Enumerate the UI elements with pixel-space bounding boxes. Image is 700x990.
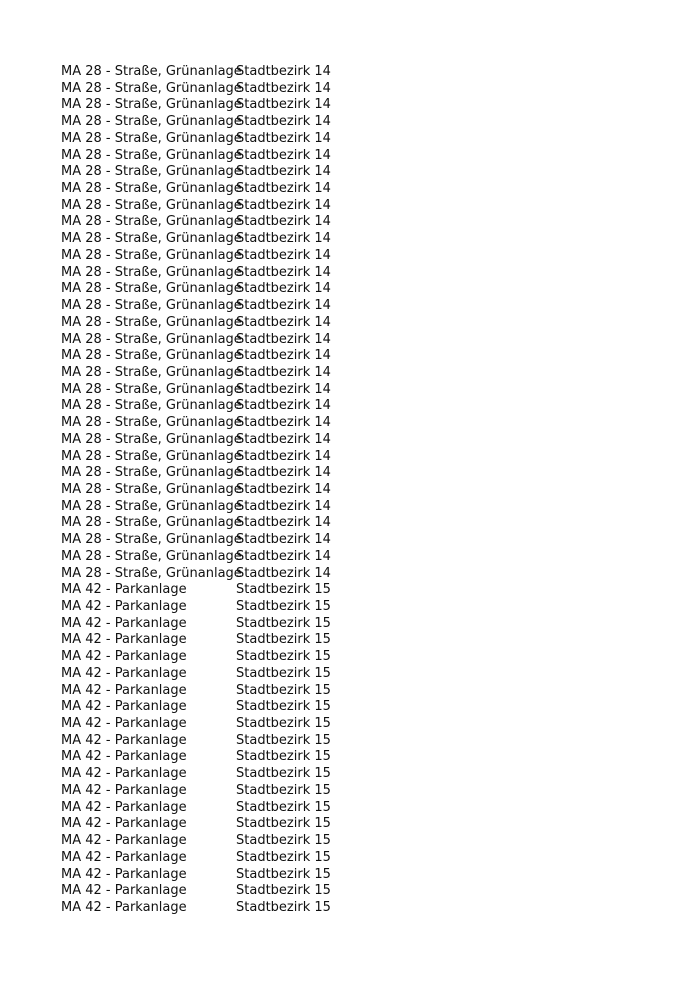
- table-row: [61, 198, 331, 215]
- table-row: [61, 883, 331, 900]
- district-cell: Stadtbezirk 14: [236, 130, 331, 146]
- department-cell: MA 28 - Straße, Grünanlage: [61, 97, 242, 113]
- table-row: [61, 816, 331, 833]
- table-row: [61, 900, 331, 917]
- department-cell: MA 28 - Straße, Grünanlage: [61, 80, 242, 96]
- district-cell: Stadtbezirk 14: [236, 181, 331, 197]
- district-cell: Stadtbezirk 14: [236, 498, 331, 514]
- table-row: [61, 733, 331, 750]
- table-row: [61, 783, 331, 800]
- department-cell: MA 28 - Straße, Grünanlage: [61, 214, 242, 230]
- district-cell: Stadtbezirk 14: [236, 298, 331, 314]
- district-cell: Stadtbezirk 15: [236, 883, 331, 899]
- department-cell: MA 42 - Parkanlage: [61, 699, 187, 715]
- table-row: [61, 499, 331, 516]
- table-row: [61, 666, 331, 683]
- district-cell: Stadtbezirk 14: [236, 97, 331, 113]
- table-row: [61, 164, 331, 181]
- table-row: [61, 365, 331, 382]
- department-cell: MA 28 - Straße, Grünanlage: [61, 465, 242, 481]
- district-cell: Stadtbezirk 14: [236, 197, 331, 213]
- table-row: [61, 114, 331, 131]
- district-cell: Stadtbezirk 15: [236, 782, 331, 798]
- table-row: [61, 148, 331, 165]
- department-cell: MA 28 - Straße, Grünanlage: [61, 532, 242, 548]
- department-cell: MA 28 - Straße, Grünanlage: [61, 197, 242, 213]
- department-cell: MA 42 - Parkanlage: [61, 649, 187, 665]
- table-row: [61, 332, 331, 349]
- district-cell: Stadtbezirk 15: [236, 582, 331, 598]
- department-cell: MA 28 - Straße, Grünanlage: [61, 298, 242, 314]
- table-row: [61, 482, 331, 499]
- department-cell: MA 42 - Parkanlage: [61, 749, 187, 765]
- district-cell: Stadtbezirk 15: [236, 665, 331, 681]
- department-cell: MA 28 - Straße, Grünanlage: [61, 231, 242, 247]
- department-cell: MA 28 - Straße, Grünanlage: [61, 381, 242, 397]
- table-row: [61, 867, 331, 884]
- department-cell: MA 42 - Parkanlage: [61, 716, 187, 732]
- table-row: [61, 382, 331, 399]
- department-cell: MA 28 - Straße, Grünanlage: [61, 348, 242, 364]
- department-cell: MA 28 - Straße, Grünanlage: [61, 498, 242, 514]
- department-cell: MA 28 - Straße, Grünanlage: [61, 114, 242, 130]
- district-cell: Stadtbezirk 15: [236, 816, 331, 832]
- district-cell: Stadtbezirk 14: [236, 398, 331, 414]
- department-cell: MA 42 - Parkanlage: [61, 849, 187, 865]
- table-row: [61, 616, 331, 633]
- department-cell: MA 28 - Straße, Grünanlage: [61, 364, 242, 380]
- district-cell: Stadtbezirk 14: [236, 147, 331, 163]
- district-cell: Stadtbezirk 14: [236, 281, 331, 297]
- table-row: [61, 683, 331, 700]
- table-row: [61, 800, 331, 817]
- table-row: [61, 850, 331, 867]
- table-row: [61, 315, 331, 332]
- department-cell: MA 28 - Straße, Grünanlage: [61, 181, 242, 197]
- table-row: [61, 632, 331, 649]
- district-cell: Stadtbezirk 15: [236, 699, 331, 715]
- table-row: [61, 532, 331, 549]
- table-row: [61, 465, 331, 482]
- district-cell: Stadtbezirk 15: [236, 716, 331, 732]
- district-cell: Stadtbezirk 15: [236, 899, 331, 915]
- department-cell: MA 28 - Straße, Grünanlage: [61, 331, 242, 347]
- district-cell: Stadtbezirk 14: [236, 214, 331, 230]
- table-row: [61, 298, 331, 315]
- district-cell: Stadtbezirk 15: [236, 833, 331, 849]
- district-cell: Stadtbezirk 14: [236, 80, 331, 96]
- table-row: [61, 716, 331, 733]
- department-cell: MA 42 - Parkanlage: [61, 582, 187, 598]
- table-row: [61, 265, 331, 282]
- department-cell: MA 42 - Parkanlage: [61, 682, 187, 698]
- district-cell: Stadtbezirk 15: [236, 599, 331, 614]
- department-cell: MA 28 - Straße, Grünanlage: [61, 448, 242, 464]
- table-row: [61, 415, 331, 432]
- table-row: [61, 699, 331, 716]
- department-cell: MA 28 - Straße, Grünanlage: [61, 415, 242, 431]
- district-cell: Stadtbezirk 14: [236, 532, 331, 548]
- department-cell: MA 28 - Straße, Grünanlage: [61, 147, 242, 163]
- table-row: [61, 97, 331, 114]
- district-cell: Stadtbezirk 15: [236, 732, 331, 748]
- district-cell: Stadtbezirk 14: [236, 64, 331, 79]
- district-cell: Stadtbezirk 15: [236, 682, 331, 698]
- table-body: [61, 64, 331, 917]
- district-cell: Stadtbezirk 15: [236, 649, 331, 665]
- table-row: [61, 515, 331, 532]
- department-cell: MA 42 - Parkanlage: [61, 899, 187, 915]
- department-cell: MA 42 - Parkanlage: [61, 816, 187, 832]
- district-cell: Stadtbezirk 14: [236, 164, 331, 180]
- district-cell: Stadtbezirk 14: [236, 381, 331, 397]
- department-cell: MA 42 - Parkanlage: [61, 833, 187, 849]
- district-cell: Stadtbezirk 15: [236, 799, 331, 815]
- table-row: [61, 833, 331, 850]
- district-cell: Stadtbezirk 14: [236, 231, 331, 247]
- district-cell: Stadtbezirk 14: [236, 448, 331, 464]
- department-cell: MA 28 - Straße, Grünanlage: [61, 481, 242, 497]
- department-cell: MA 28 - Straße, Grünanlage: [61, 431, 242, 447]
- department-cell: MA 42 - Parkanlage: [61, 782, 187, 798]
- district-cell: Stadtbezirk 14: [236, 348, 331, 364]
- department-cell: MA 42 - Parkanlage: [61, 732, 187, 748]
- department-cell: MA 28 - Straße, Grünanlage: [61, 264, 242, 280]
- district-cell: Stadtbezirk 14: [236, 515, 331, 531]
- district-cell: Stadtbezirk 15: [236, 866, 331, 882]
- district-cell: Stadtbezirk 15: [236, 615, 331, 631]
- department-cell: MA 28 - Straße, Grünanlage: [61, 548, 242, 564]
- table-row: [61, 131, 331, 148]
- district-cell: Stadtbezirk 14: [236, 247, 331, 263]
- table-row: [61, 81, 331, 98]
- department-cell: MA 28 - Straße, Grünanlage: [61, 164, 242, 180]
- department-cell: MA 28 - Straße, Grünanlage: [61, 130, 242, 146]
- table-row: [61, 398, 331, 415]
- table-row: [61, 64, 331, 81]
- district-cell: Stadtbezirk 14: [236, 114, 331, 130]
- district-cell: Stadtbezirk 15: [236, 766, 331, 782]
- table-row: [61, 432, 331, 449]
- district-cell: Stadtbezirk 14: [236, 314, 331, 330]
- department-cell: MA 42 - Parkanlage: [61, 866, 187, 882]
- department-cell: MA 28 - Straße, Grünanlage: [61, 565, 242, 581]
- district-cell: Stadtbezirk 15: [236, 849, 331, 865]
- district-cell: Stadtbezirk 14: [236, 565, 331, 581]
- department-cell: MA 42 - Parkanlage: [61, 599, 187, 614]
- department-cell: MA 28 - Straße, Grünanlage: [61, 281, 242, 297]
- table-row: [61, 766, 331, 783]
- district-cell: Stadtbezirk 14: [236, 331, 331, 347]
- department-cell: MA 28 - Straße, Grünanlage: [61, 515, 242, 531]
- table-row: [61, 549, 331, 566]
- district-cell: Stadtbezirk 15: [236, 632, 331, 648]
- department-cell: MA 42 - Parkanlage: [61, 766, 187, 782]
- district-cell: Stadtbezirk 15: [236, 749, 331, 765]
- department-cell: MA 42 - Parkanlage: [61, 665, 187, 681]
- district-cell: Stadtbezirk 14: [236, 364, 331, 380]
- table-row: [61, 248, 331, 265]
- table-row: [61, 749, 331, 766]
- table-row: [61, 181, 331, 198]
- department-cell: MA 28 - Straße, Grünanlage: [61, 314, 242, 330]
- table-row: [61, 566, 331, 583]
- table-row: [61, 449, 331, 466]
- department-cell: MA 28 - Straße, Grünanlage: [61, 398, 242, 414]
- table-row: [61, 348, 331, 365]
- table-row: [61, 231, 331, 248]
- district-cell: Stadtbezirk 14: [236, 548, 331, 564]
- table-row: [61, 582, 331, 599]
- table-row: [61, 599, 331, 616]
- department-cell: MA 42 - Parkanlage: [61, 632, 187, 648]
- table-row: [61, 214, 331, 231]
- table-row: [61, 281, 331, 298]
- district-cell: Stadtbezirk 14: [236, 415, 331, 431]
- department-cell: MA 42 - Parkanlage: [61, 615, 187, 631]
- table-row: [61, 649, 331, 666]
- department-cell: MA 28 - Straße, Grünanlage: [61, 247, 242, 263]
- district-cell: Stadtbezirk 14: [236, 431, 331, 447]
- district-cell: Stadtbezirk 14: [236, 481, 331, 497]
- department-cell: MA 28 - Straße, Grünanlage: [61, 64, 242, 79]
- district-cell: Stadtbezirk 14: [236, 465, 331, 481]
- district-cell: Stadtbezirk 14: [236, 264, 331, 280]
- department-cell: MA 42 - Parkanlage: [61, 799, 187, 815]
- department-cell: MA 42 - Parkanlage: [61, 883, 187, 899]
